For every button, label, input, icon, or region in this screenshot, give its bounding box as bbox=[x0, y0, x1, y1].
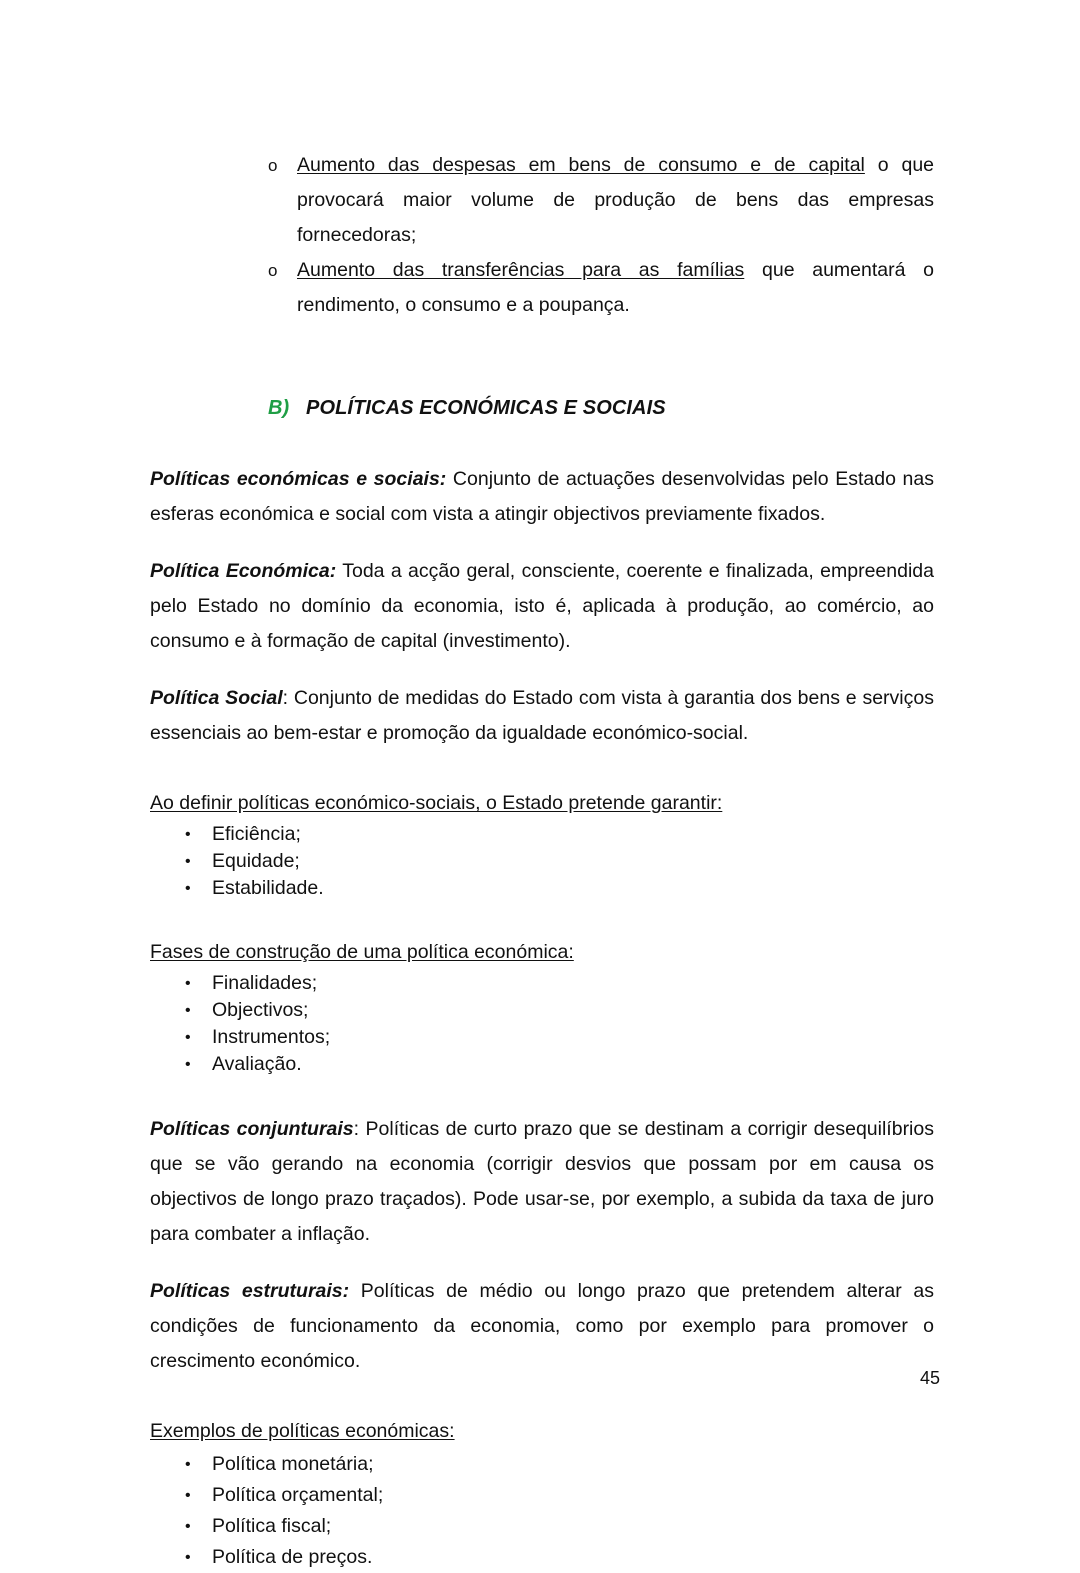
list-item-text: Objectivos; bbox=[212, 999, 309, 1021]
page-number: 45 bbox=[919, 1368, 940, 1388]
list-item-text: Instrumentos; bbox=[212, 1026, 331, 1048]
list-item-text: Finalidades; bbox=[212, 972, 318, 994]
phases-intro bbox=[150, 936, 934, 968]
policy-type-paragraph bbox=[150, 1274, 934, 1379]
section-heading bbox=[268, 397, 934, 420]
list-item-text: Estabilidade. bbox=[212, 877, 324, 899]
policy-type-term: Políticas estruturais: bbox=[150, 1280, 350, 1302]
list-item-text: que aumentará o rendimento, o consumo e a poupança. bbox=[297, 259, 935, 316]
section-heading-wrapper bbox=[150, 397, 934, 420]
definition-term: Políticas económicas e sociais: bbox=[150, 468, 447, 490]
definition-term: Política Económica: bbox=[150, 560, 337, 582]
spacer bbox=[150, 902, 934, 936]
bullet-icon: • bbox=[185, 1456, 191, 1473]
list-item-underlined-text: Aumento das transferências para as famílias bbox=[297, 259, 745, 281]
policy-type-term: Políticas conjunturais bbox=[150, 1118, 354, 1140]
list-item-text: Política de preços. bbox=[212, 1546, 373, 1568]
examples-intro bbox=[150, 1415, 934, 1447]
spacer bbox=[150, 773, 934, 787]
carryover-sublist bbox=[150, 148, 934, 323]
page-content bbox=[150, 148, 934, 1573]
list-item bbox=[150, 253, 934, 323]
list-item-text: Política monetária; bbox=[212, 1453, 374, 1475]
definition-paragraph bbox=[150, 681, 934, 751]
list-item bbox=[150, 875, 934, 902]
spacer bbox=[150, 1078, 934, 1112]
section-title: POLÍTICAS ECONÓMICAS E SOCIAIS bbox=[306, 397, 666, 419]
phases-list bbox=[150, 970, 934, 1078]
guarantees-intro-text: Ao definir políticas económico-sociais, o Estado pretende garantir: bbox=[150, 792, 723, 814]
circle-bullet-icon: o bbox=[268, 156, 278, 175]
list-item bbox=[150, 148, 934, 253]
phases-intro-text: Fases de construção de uma política económica: bbox=[150, 941, 574, 963]
bullet-icon: • bbox=[185, 1549, 191, 1566]
examples-intro-text: Exemplos de políticas económicas: bbox=[150, 1420, 455, 1442]
definition-term: Política Social bbox=[150, 687, 283, 709]
list-item-text: o que provocará maior volume de produção de bens das empresas fornecedoras; bbox=[297, 154, 935, 246]
policy-type-body: Políticas de médio ou longo prazo que pretendem alterar as condições de funcionamento da economia, como por exemplo para promover o crescimento económico. bbox=[150, 1280, 934, 1372]
list-item-text: Avaliação. bbox=[212, 1053, 302, 1075]
examples-list bbox=[150, 1449, 934, 1573]
circle-bullet-icon: o bbox=[268, 261, 278, 280]
bullet-icon: • bbox=[185, 1029, 191, 1046]
definition-paragraph bbox=[150, 462, 934, 532]
bullet-icon: • bbox=[185, 826, 191, 843]
list-item bbox=[150, 970, 934, 997]
guarantees-intro bbox=[150, 787, 934, 819]
list-item-underlined-text: Aumento das despesas em bens de consumo e de capital bbox=[297, 154, 865, 176]
definition-body: Conjunto de actuações desenvolvidas pelo Estado nas esferas económica e social com vista a atingir objectivos previamente fixados. bbox=[150, 468, 934, 525]
guarantees-list bbox=[150, 821, 934, 902]
list-item bbox=[150, 1051, 934, 1078]
bullet-icon: • bbox=[185, 853, 191, 870]
bullet-icon: • bbox=[185, 1518, 191, 1535]
policy-type-paragraph bbox=[150, 1112, 934, 1252]
policy-type-body: : Políticas de curto prazo que se destinam a corrigir desequilíbrios que se vão gerando na economia (corrigir desvios que possam por em causa os objectivos de longo prazo traçados). Pode usar-se, por exemplo, a subida da taxa de juro para combater a inflação. bbox=[150, 1118, 934, 1245]
list-item-text: Eficiência; bbox=[212, 823, 301, 845]
bullet-icon: • bbox=[185, 880, 191, 897]
bullet-icon: • bbox=[185, 1487, 191, 1504]
definition-body: Toda a acção geral, consciente, coerente e finalizada, empreendida pelo Estado no domínio da economia, isto é, aplicada à produção, ao comércio, ao consumo e à formação de capital (investimento). bbox=[150, 560, 934, 652]
bullet-icon: • bbox=[185, 1056, 191, 1073]
bullet-icon: • bbox=[185, 1002, 191, 1019]
definition-body: : Conjunto de medidas do Estado com vista à garantia dos bens e serviços essenciais ao bem-estar e promoção da igualdade económico-social. bbox=[150, 687, 934, 744]
list-item bbox=[150, 1480, 934, 1511]
list-item bbox=[150, 1449, 934, 1480]
list-item bbox=[150, 1542, 934, 1573]
list-item-text: Política orçamental; bbox=[212, 1484, 384, 1506]
list-item bbox=[150, 821, 934, 848]
bullet-icon: • bbox=[185, 975, 191, 992]
list-item-text: Equidade; bbox=[212, 850, 300, 872]
list-item bbox=[150, 848, 934, 875]
spacer bbox=[150, 1401, 934, 1415]
list-item bbox=[150, 997, 934, 1024]
list-item-text: Política fiscal; bbox=[212, 1515, 332, 1537]
list-item bbox=[150, 1024, 934, 1051]
definition-paragraph bbox=[150, 554, 934, 659]
section-marker: B) bbox=[268, 397, 290, 419]
list-item bbox=[150, 1511, 934, 1542]
